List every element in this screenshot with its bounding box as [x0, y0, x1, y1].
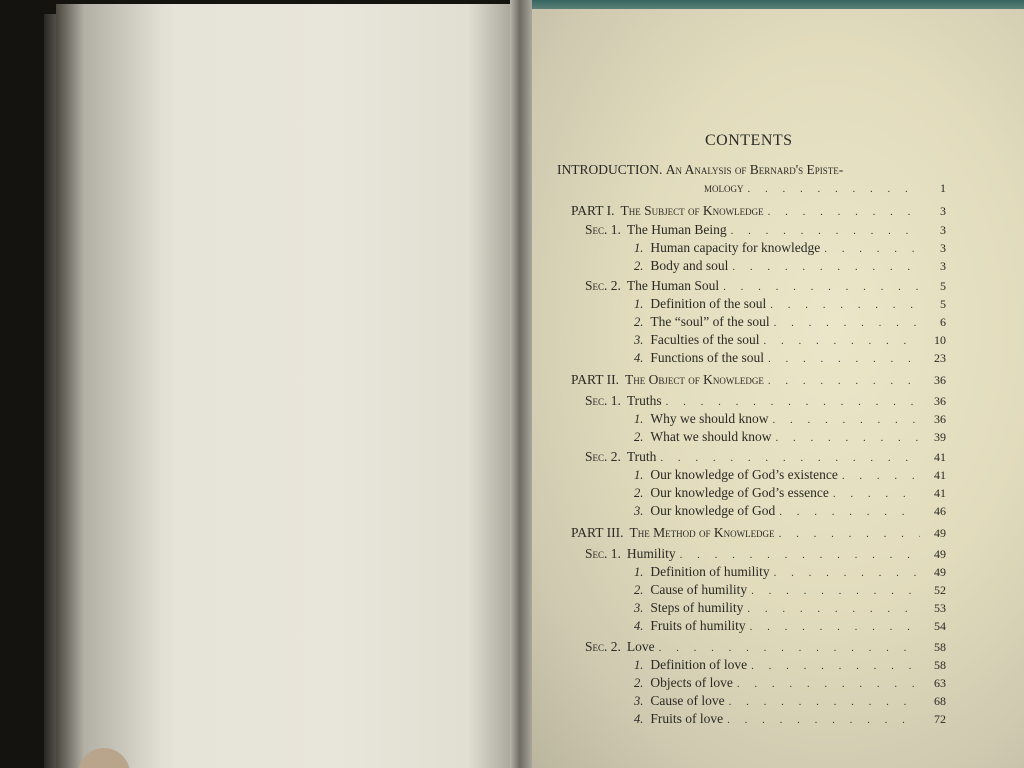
toc-item-number: 1. — [634, 468, 644, 482]
page-number: 46 — [934, 504, 946, 518]
toc-item-entry — [634, 564, 946, 582]
toc-item-entry — [634, 675, 946, 693]
toc-item-entry — [634, 429, 946, 447]
toc-item-number: 2. — [634, 430, 644, 444]
toc-item-entry — [634, 332, 946, 350]
page-number: 23 — [934, 351, 946, 365]
toc-item-number: 1. — [634, 297, 644, 311]
toc-entry-label: Definition of love — [650, 657, 748, 672]
page-number: 36 — [934, 394, 946, 408]
toc-entry-label: The Subject of Knowledge — [620, 203, 764, 218]
toc-entry-label: Fruits of humility — [650, 618, 746, 633]
toc-item-number: 2. — [634, 676, 644, 690]
leader-dots — [676, 549, 920, 561]
page-number: 39 — [934, 430, 946, 444]
leader-dots — [727, 225, 920, 237]
toc-item-entry — [634, 693, 946, 711]
toc-section-entry — [585, 449, 946, 467]
toc-item-number: 1. — [634, 565, 644, 579]
leader-dots — [725, 696, 920, 708]
toc-section-prefix: Sec. 2. — [585, 449, 621, 464]
page-number: 3 — [940, 259, 946, 273]
introduction-title-cont: mology — [704, 180, 744, 195]
toc-entry-label: Human capacity for knowledge — [650, 240, 821, 255]
page-number: 41 — [934, 468, 946, 482]
page-number: 54 — [934, 619, 946, 633]
toc-item-entry — [634, 600, 946, 618]
page-number: 6 — [940, 315, 946, 329]
contents-title-text: CONTENTS — [705, 132, 793, 149]
toc-entry-label: Truths — [626, 393, 662, 408]
toc-entry-label: The Human Soul — [626, 278, 720, 293]
toc-item-number: 2. — [634, 583, 644, 597]
toc-part-entry — [571, 525, 946, 543]
leader-dots — [656, 452, 920, 464]
toc-section-entry — [585, 639, 946, 657]
page-number: 10 — [934, 333, 946, 347]
page-number: 49 — [934, 526, 946, 540]
toc-entry-label: The Human Being — [626, 222, 727, 237]
leader-dots — [764, 375, 920, 387]
leader-dots — [662, 396, 920, 408]
leader-dots — [770, 567, 920, 579]
page-number: 3 — [940, 204, 946, 218]
leader-dots — [838, 470, 920, 482]
leader-dots — [728, 261, 920, 273]
toc-item-entry — [634, 411, 946, 429]
toc-item-entry — [634, 296, 946, 314]
toc-part-prefix: PART I. — [571, 203, 615, 218]
toc-item-number: 4. — [634, 351, 644, 365]
toc-item-number: 1. — [634, 241, 644, 255]
toc-section-prefix: Sec. 1. — [585, 393, 621, 408]
toc-item-entry — [634, 503, 946, 521]
page-number: 3 — [940, 223, 946, 237]
page-number: 41 — [934, 450, 946, 464]
toc-entry-label: Cause of humility — [650, 582, 748, 597]
leader-dots — [719, 281, 920, 293]
leader-dots — [743, 603, 920, 615]
toc-item-number: 3. — [634, 694, 644, 708]
page-number: 58 — [934, 658, 946, 672]
toc-entry-label: Love — [626, 639, 655, 654]
leader-dots — [747, 585, 920, 597]
leader-dots — [764, 353, 920, 365]
toc-section-entry — [585, 278, 946, 296]
toc-item-entry — [634, 582, 946, 600]
page-number: 41 — [934, 486, 946, 500]
toc-item-entry — [634, 711, 946, 729]
leader-dots — [733, 678, 920, 690]
toc-item-number: 1. — [634, 658, 644, 672]
toc-entry-label: What we should know — [650, 429, 772, 444]
toc-section-prefix: Sec. 2. — [585, 278, 621, 293]
toc-entry-label: Cause of love — [650, 693, 725, 708]
toc-item-number: 1. — [634, 412, 644, 426]
leader-dots — [771, 432, 920, 444]
leader-dots — [655, 642, 920, 654]
toc-entry-label: Why we should know — [650, 411, 769, 426]
toc-item-number: 2. — [634, 486, 644, 500]
toc-item-number: 4. — [634, 619, 644, 633]
toc-entry-label: Our knowledge of God’s existence — [650, 467, 838, 482]
toc-item-number: 2. — [634, 259, 644, 273]
leader-dots — [769, 414, 921, 426]
toc-entry-label: Faculties of the soul — [650, 332, 760, 347]
leader-dots — [764, 206, 920, 218]
page-number: 58 — [934, 640, 946, 654]
toc-entry-label: Functions of the soul — [650, 350, 764, 365]
page-number: 49 — [934, 565, 946, 579]
toc-section-prefix: Sec. 2. — [585, 639, 621, 654]
leader-dots — [829, 488, 920, 500]
toc-section-prefix: Sec. 1. — [585, 222, 621, 237]
toc-entry-label: Our knowledge of God — [650, 503, 776, 518]
toc-part-prefix: PART II. — [571, 372, 619, 387]
leader-dots — [747, 660, 920, 672]
page-number: 3 — [940, 241, 946, 255]
toc-entry-label: The Method of Knowledge — [629, 525, 775, 540]
toc-entry-label: Definition of humility — [650, 564, 770, 579]
page-number: 36 — [934, 412, 946, 426]
toc-entry-label: The Object of Knowledge — [624, 372, 764, 387]
toc-entry-label: The “soul” of the soul — [650, 314, 770, 329]
toc-section-entry — [585, 393, 946, 411]
toc-entry-label: Definition of the soul — [650, 296, 767, 311]
leader-dots — [746, 621, 920, 633]
page-number: 72 — [934, 712, 946, 726]
toc-item-entry — [634, 467, 946, 485]
leader-dots — [820, 243, 920, 255]
toc-part-entry — [571, 203, 946, 221]
toc-section-prefix: Sec. 1. — [585, 546, 621, 561]
toc-part-prefix: PART III. — [571, 525, 624, 540]
toc-entry-label: Fruits of love — [650, 711, 724, 726]
leader-dots — [770, 317, 920, 329]
page-number: 68 — [934, 694, 946, 708]
toc-entry-label: Our knowledge of God’s essence — [650, 485, 829, 500]
toc-item-entry — [634, 258, 946, 276]
toc-item-number: 3. — [634, 601, 644, 615]
toc-item-entry — [634, 657, 946, 675]
page-number: 5 — [940, 297, 946, 311]
leader-dots — [775, 528, 920, 540]
toc-item-entry — [634, 485, 946, 503]
toc-entry-label: Truth — [626, 449, 657, 464]
introduction-label: INTRODUCTION. — [557, 162, 663, 177]
page-number: 1 — [940, 181, 946, 195]
toc-section-entry — [585, 546, 946, 564]
toc-section-entry — [585, 222, 946, 240]
leader-dots — [766, 299, 920, 311]
toc-item-number: 4. — [634, 712, 644, 726]
leader-dots — [759, 335, 920, 347]
toc-item-number: 3. — [634, 504, 644, 518]
page-number: 52 — [934, 583, 946, 597]
introduction-title: An Analysis of Bernard's Episte- — [665, 162, 844, 177]
toc-item-number: 3. — [634, 333, 644, 347]
toc-entry-label: Objects of love — [650, 675, 733, 690]
toc-item-entry — [634, 350, 946, 368]
toc-entry-label: Steps of humility — [650, 600, 744, 615]
toc-item-entry — [634, 240, 946, 258]
toc-part-entry — [571, 372, 946, 390]
page-number: 63 — [934, 676, 946, 690]
page-number: 49 — [934, 547, 946, 561]
toc-item-number: 2. — [634, 315, 644, 329]
page-number: 5 — [940, 279, 946, 293]
page-number: 36 — [934, 373, 946, 387]
toc-entry-label: Body and soul — [650, 258, 729, 273]
leader-dots — [723, 714, 920, 726]
toc-item-entry — [634, 618, 946, 636]
leader-dots — [775, 506, 920, 518]
toc-entry-label: Humility — [626, 546, 676, 561]
page-number: 53 — [934, 601, 946, 615]
toc-item-entry — [634, 314, 946, 332]
